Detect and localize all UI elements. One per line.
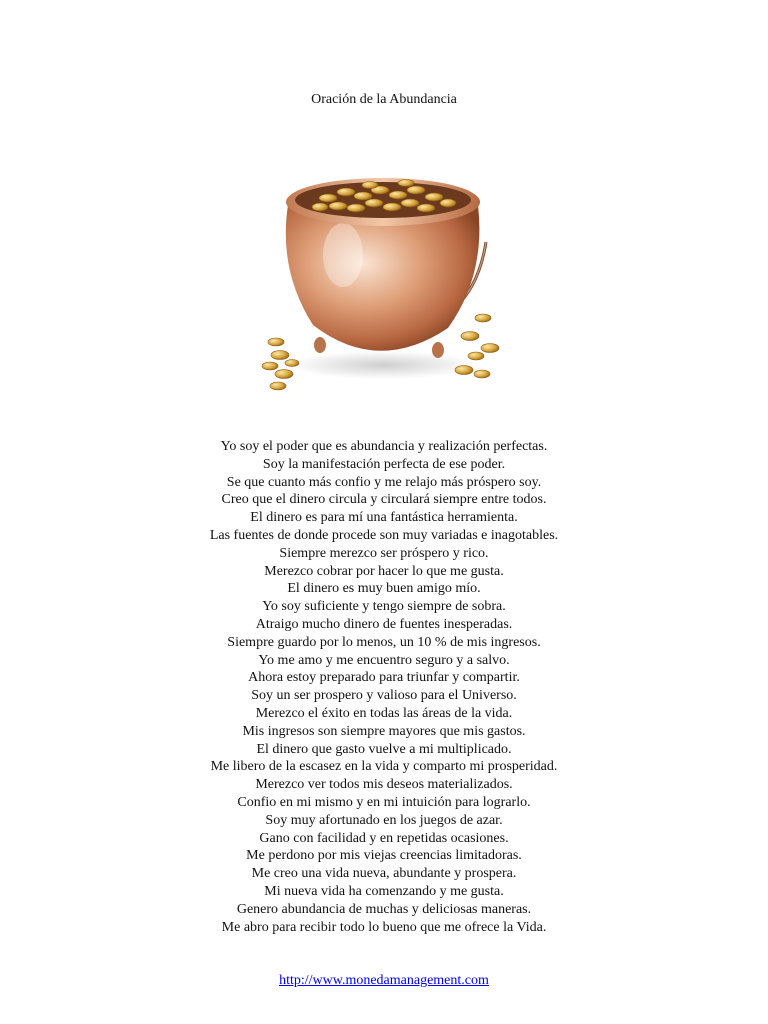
prayer-line: Me creo una vida nueva, abundante y prospera. [251,866,517,882]
prayer-line: Merezco cobrar por hacer lo que me gusta. [264,563,504,579]
prayer-line: El dinero es muy buen amigo mío. [287,581,481,597]
prayer-line: Mis ingresos son siempre mayores que mis gastos. [242,723,526,739]
prayer-line: Confio en mi mismo y en mi intuición para lograrlo. [237,794,531,810]
prayer-line: Soy muy afortunado en los juegos de azar. [265,812,503,828]
prayer-line: Se que cuanto más confio y me relajo más próspero soy. [226,474,542,490]
prayer-line: Mi nueva vida ha comenzando y me gusta. [264,883,504,899]
prayer-line: El dinero es para mí una fantástica herramienta. [250,510,518,526]
prayer-line: Ahora estoy preparado para triunfar y compartir. [248,670,520,686]
prayer-line: Yo me amo y me encuentro seguro y a salvo. [258,652,510,668]
pot-of-gold-coins-icon [258,160,513,410]
prayer-line: Merezco el éxito en todas las áreas de la vida. [255,705,513,721]
prayer-line: El dinero que gasto vuelve a mi multiplicado. [256,741,512,757]
prayer-line: Siempre guardo por lo menos, un 10 % de mis ingresos. [227,634,541,650]
prayer-line: Atraigo mucho dinero de fuentes inesperadas. [255,616,513,632]
footer [0,972,768,990]
prayer-text [0,438,768,936]
page-title: Oración de la Abundancia [311,92,457,107]
prayer-line: Creo que el dinero circula y circulará siempre entre todos. [221,492,547,508]
prayer-line: Gano con facilidad y en repetidas ocasiones. [259,830,509,846]
prayer-line: Me abro para recibir todo lo bueno que me ofrece la Vida. [221,919,547,935]
prayer-line: Yo soy el poder que es abundancia y realización perfectas. [220,439,548,454]
prayer-line: Soy un ser prospero y valioso para el Universo. [251,688,517,704]
prayer-line: Me libero de la escasez en la vida y comparto mi prosperidad. [210,759,558,775]
prayer-line: Las fuentes de donde procede son muy variadas e inagotables. [209,527,559,543]
prayer-line: Me perdono por mis viejas creencias limitadoras. [246,848,522,864]
prayer-line: Soy la manifestación perfecta de ese poder. [262,456,506,472]
prayer-line: Genero abundancia de muchas y deliciosas maneras. [236,901,532,917]
prayer-line: Merezco ver todos mis deseos materializados. [255,777,513,793]
prayer-line: Siempre merezco ser próspero y rico. [279,545,489,561]
website-link[interactable]: http://www.monedamanagement.com [279,973,489,988]
prayer-line: Yo soy suficiente y tengo siempre de sobra. [262,599,506,615]
